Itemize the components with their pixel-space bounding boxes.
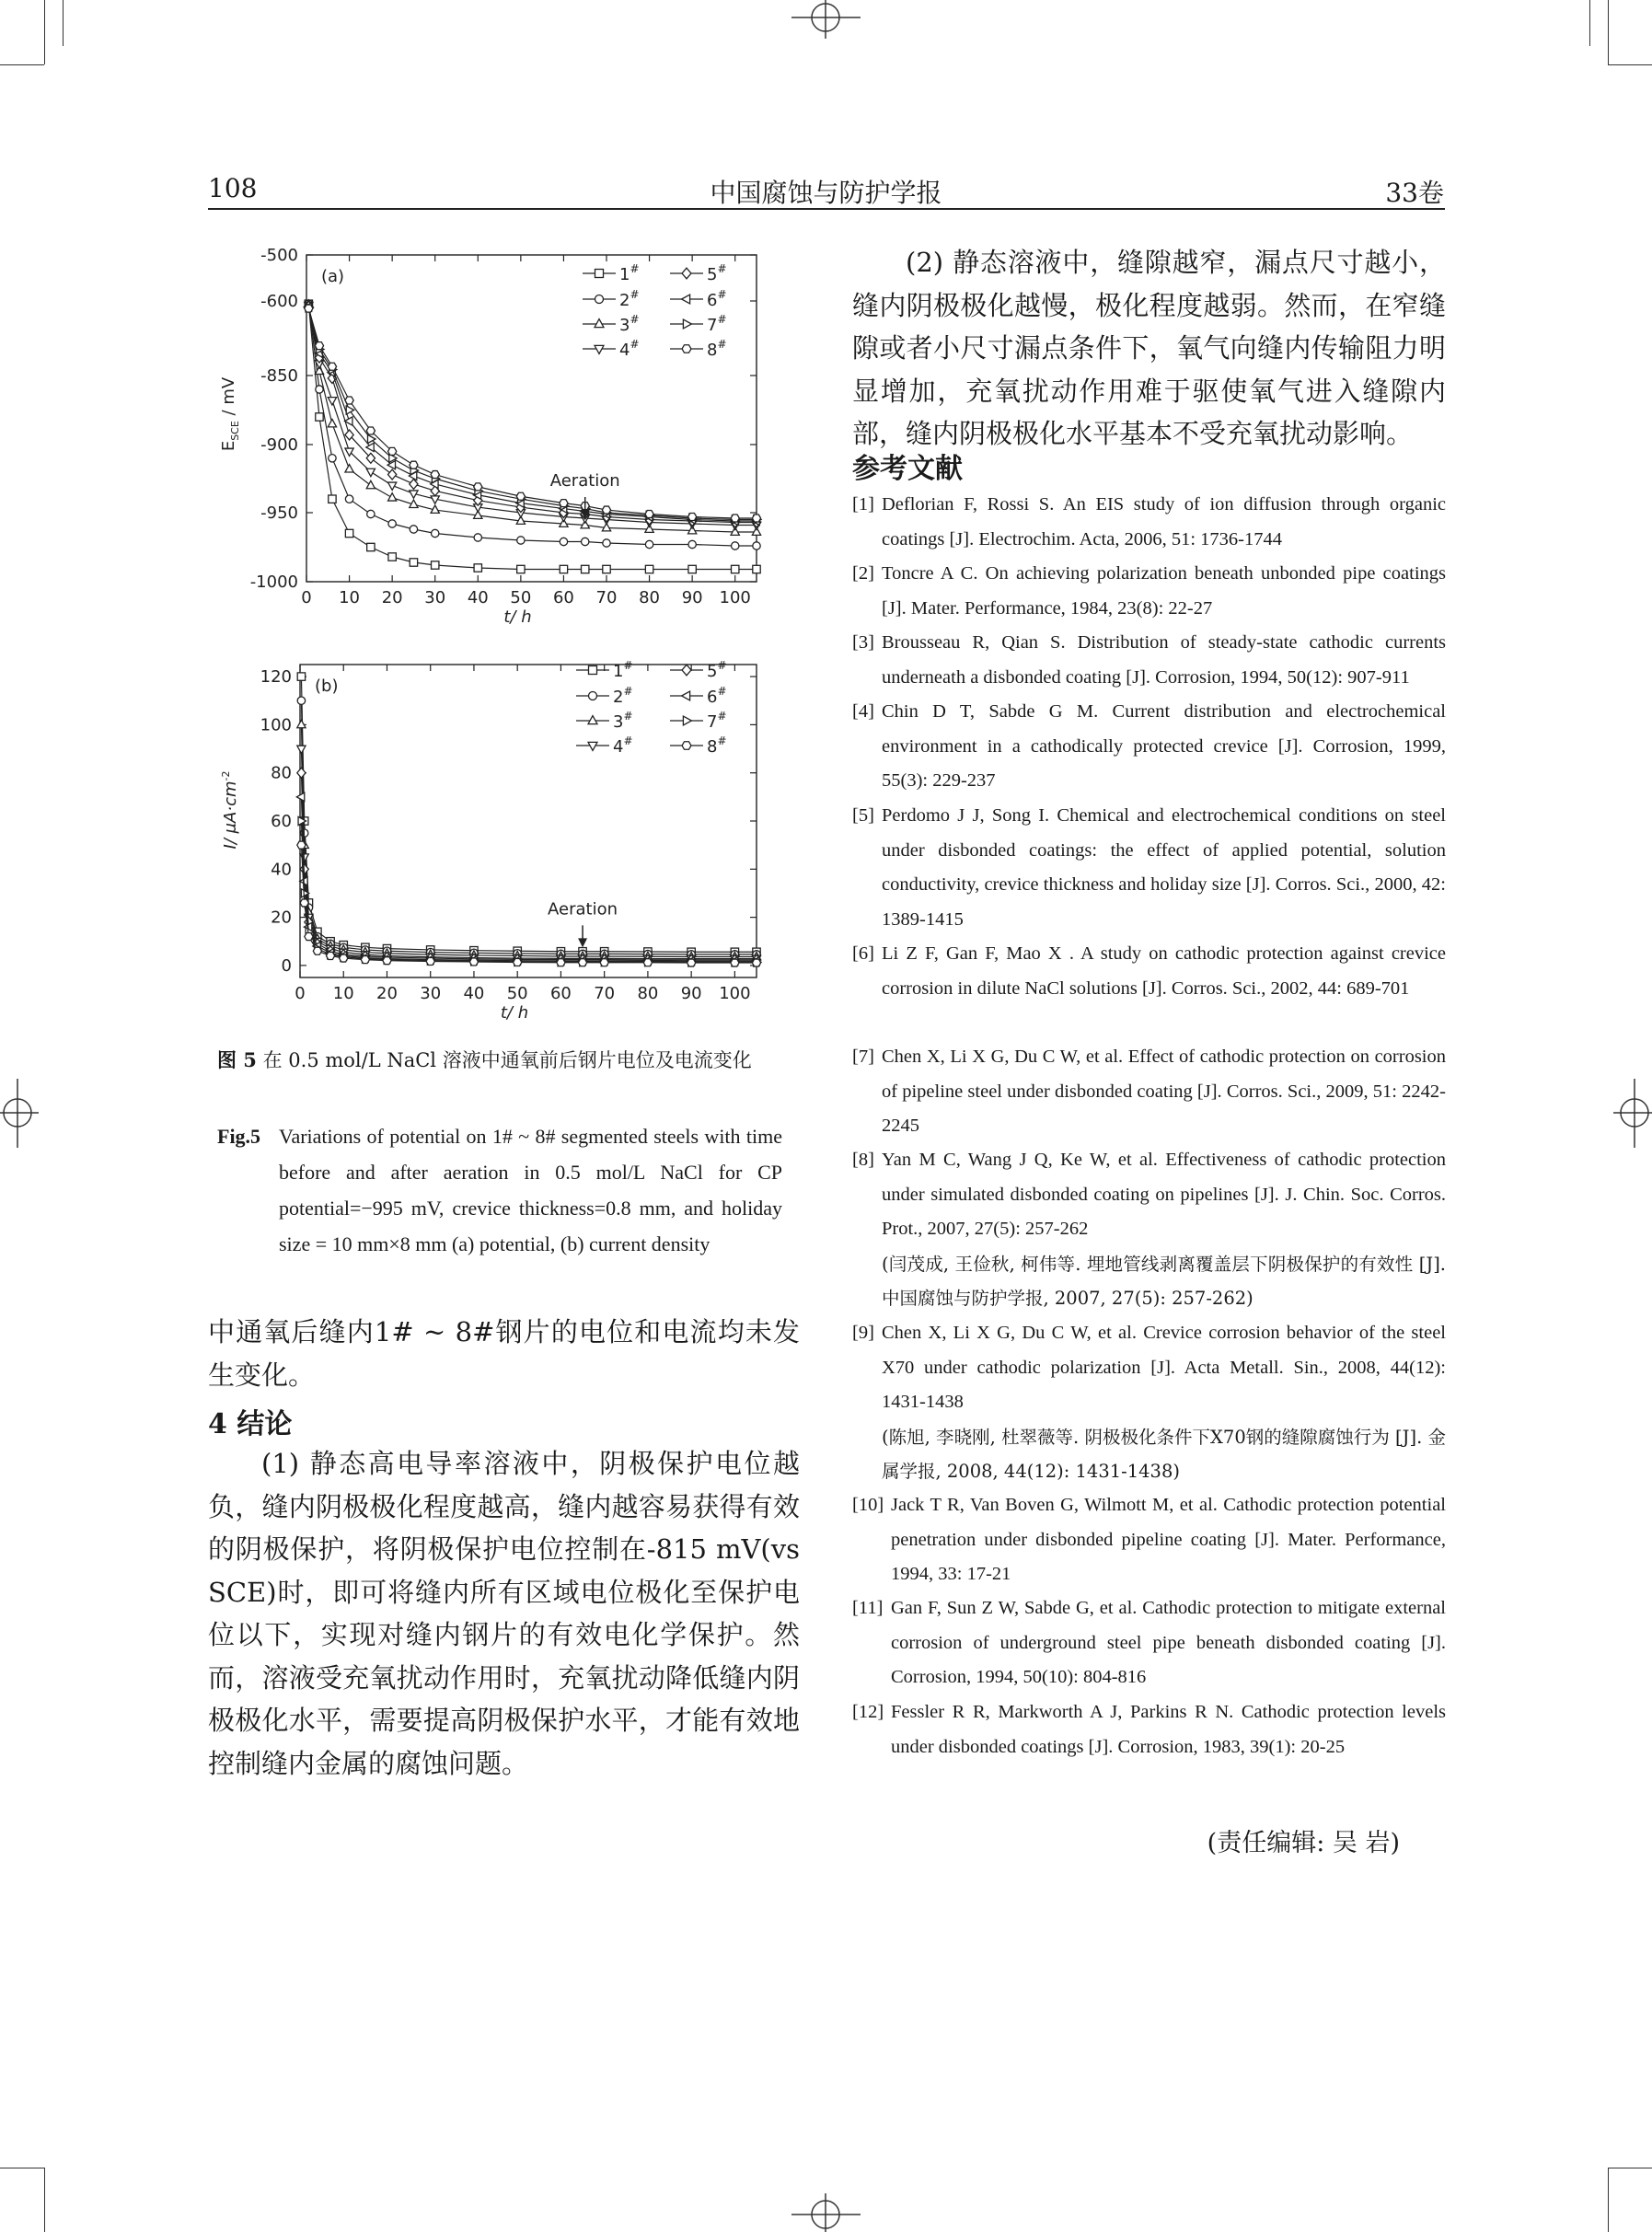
data-point: [731, 959, 739, 966]
legend-marker: [595, 270, 604, 278]
data-point: [329, 495, 336, 503]
legend-marker: [589, 692, 597, 700]
reference-number: [12]: [852, 1702, 884, 1722]
x-tick-label: 20: [376, 984, 398, 1003]
data-point: [297, 697, 305, 704]
data-point: [361, 956, 369, 964]
reference-item: [852, 557, 1446, 626]
data-point: [643, 959, 652, 966]
data-point: [514, 959, 522, 966]
references-title: 参考文献: [852, 453, 963, 485]
x-tick-label: 90: [680, 984, 702, 1003]
data-point: [345, 465, 353, 472]
x-tick-label: 30: [424, 588, 446, 607]
data-point: [582, 538, 589, 545]
data-point: [688, 565, 696, 572]
y-tick-label: 80: [271, 763, 292, 783]
legend-label: 3#: [619, 313, 640, 335]
page-number: 108: [208, 173, 258, 203]
legend-marker: [595, 295, 604, 304]
reference-item: [852, 1143, 1446, 1316]
legend-marker: [588, 742, 597, 750]
x-axis-label: t/ h: [500, 1003, 529, 1023]
y-tick-label: -950: [260, 503, 298, 523]
plot-frame: [300, 665, 757, 977]
reference-number: [8]: [852, 1150, 874, 1170]
data-point: [366, 427, 375, 434]
legend-marker: [682, 268, 691, 279]
x-tick-label: 0: [301, 588, 312, 607]
x-tick-label: 50: [510, 588, 532, 607]
data-point: [297, 720, 306, 727]
legend-marker: [682, 742, 691, 750]
series-line-5: [301, 773, 757, 960]
data-point: [388, 520, 396, 527]
series-line-2: [308, 304, 757, 546]
data-point: [753, 542, 760, 549]
reference-item: [852, 695, 1446, 799]
data-point: [315, 342, 323, 350]
data-point: [431, 471, 439, 479]
data-point: [752, 515, 760, 522]
legend-label: 5#: [707, 262, 727, 284]
legend-label: 6#: [707, 288, 727, 310]
data-point: [732, 542, 739, 549]
data-point: [366, 480, 375, 488]
legend-marker: [682, 295, 690, 304]
reference-text: Fessler R R, Markworth A J, Parkins R N. Cathodic protection levels under disbonded coatings [J]. Corrosion, 1983, 39(1): 20-25: [891, 1702, 1446, 1757]
data-point: [432, 561, 439, 569]
reference-number: [10]: [852, 1495, 884, 1515]
caption-en-label: Fig.5: [217, 1125, 261, 1148]
y-tick-label: -500: [260, 246, 298, 265]
reference-item: [852, 488, 1446, 557]
registration-mark-left: [0, 1079, 41, 1148]
data-point: [388, 447, 397, 455]
panel-label: (b): [315, 677, 339, 696]
reference-text: Chen X, Li X G, Du C W, et al. Effect of cathodic protection on corrosion of pipeline steel under disbonded coating [J]. Corros. Sci., 2009, 51: 2242-2245: [882, 1047, 1446, 1136]
reference-number: [1]: [852, 494, 874, 515]
data-point: [603, 565, 610, 572]
data-point: [367, 510, 375, 517]
series-line-1: [308, 304, 757, 569]
series-line-6: [301, 797, 757, 961]
y-tick-label: 120: [260, 667, 292, 688]
reference-item: [852, 799, 1446, 937]
legend-label: 7#: [707, 710, 727, 732]
data-point: [600, 959, 608, 966]
series-line-1: [301, 677, 757, 952]
x-tick-label: 0: [295, 984, 306, 1003]
data-point: [388, 553, 396, 561]
figure-5-chart: [208, 235, 788, 1058]
reference-item: [852, 1040, 1446, 1144]
conclusion-paragraph-1: (1) 静态高电导率溶液中，阴极保护电位越负，缝内阴极极化程度越高，缝内越容易获得有效的阴极保护，将阴极保护电位控制在-815 mV(vs SCE)时，即可将缝内所有区域电位极化至保护电位以下，实现对缝内钢片的有效电化学保护。然而，溶液受充氧扰动作用时，充氧扰动降低缝内阴极极化水平，需要提高阴极保护水平，才能有效地控制缝内金属的腐蚀问题。: [208, 1448, 800, 1779]
data-point: [688, 513, 697, 520]
x-tick-label: 80: [637, 984, 659, 1003]
legend-marker: [595, 319, 604, 328]
y-tick-label: -1000: [249, 572, 298, 592]
y-axis-label: I/ $\mu A\cdot cm^{-2}$: [220, 770, 240, 850]
y-tick-label: 20: [271, 908, 292, 928]
legend-label: 3#: [613, 710, 633, 732]
x-tick-label: 40: [463, 984, 485, 1003]
section-title-conclusion: 4 结论: [208, 1408, 293, 1440]
data-point: [560, 500, 568, 507]
panel-label: (a): [321, 267, 345, 286]
reference-text: Perdomo J J, Song I. Chemical and electrochemical conditions on steel under disbonded coatings: the effect of applied potential, solution conductivity, crevice thickness and holiday size [J]. Corros. Sci., 2000, 42: 1389-1415: [882, 805, 1446, 930]
data-point: [316, 413, 323, 421]
reference-text: Deflorian F, Rossi S. An EIS study of ion diffusion through organic coatings [J]. Electrochim. Acta, 2006, 51: 1736-1744: [882, 494, 1446, 549]
data-point: [578, 959, 586, 966]
legend-label: 8#: [707, 734, 727, 757]
data-point: [645, 540, 653, 548]
reference-number: [6]: [852, 943, 874, 964]
data-point: [557, 959, 565, 966]
data-point: [560, 565, 567, 572]
aeration-arrowhead: [578, 938, 587, 947]
legend-marker: [588, 716, 597, 724]
reference-number: [4]: [852, 701, 874, 722]
reference-item: [852, 1591, 1446, 1695]
caption-en-text: Variations of potential on 1# ~ 8# segmented steels with time before and after aeration in 0.5 mol/L NaCl for CP potential=−995 mV, crevice thickness=0.8 mm, and holiday size = 10 mm×8 mm (a) potential, (b) current density: [279, 1125, 782, 1255]
reference-number: [11]: [852, 1598, 884, 1618]
data-point: [329, 455, 336, 462]
legend-marker: [682, 345, 691, 353]
data-point: [602, 506, 610, 514]
legend-label: 7#: [707, 313, 727, 335]
y-axis-label: $E_{SCE}$ / mV: [219, 376, 241, 452]
reference-number: [7]: [852, 1047, 874, 1067]
legend-label: 4#: [613, 734, 633, 757]
data-point: [316, 386, 323, 393]
editor-credit: (责任编辑: 吴 岩): [1207, 1829, 1400, 1857]
legend-marker: [683, 716, 691, 725]
legend-label: 1#: [613, 659, 633, 681]
data-point: [346, 406, 353, 414]
data-point: [345, 397, 353, 404]
series-line-8: [308, 308, 757, 518]
reference-text: Yan M C, Wang J Q, Ke W, et al. Effectiveness of cathodic protection under simulated disbonded coating on pipelines [J]. J. Chin. Soc. Corros. Prot., 2007, 27(5): 257-262: [882, 1150, 1446, 1239]
reference-number: [5]: [852, 805, 874, 826]
y-tick-label: -900: [260, 435, 298, 455]
data-point: [432, 529, 439, 537]
data-point: [645, 565, 653, 572]
data-point: [366, 443, 374, 451]
y-tick-label: -600: [260, 292, 298, 311]
registration-mark-bottom: [791, 2191, 861, 2232]
data-point: [367, 543, 375, 550]
x-tick-label: 40: [467, 588, 489, 607]
reference-item: [852, 1695, 1446, 1764]
reference-number: [9]: [852, 1323, 874, 1343]
x-tick-label: 100: [719, 588, 751, 607]
data-point: [326, 952, 334, 959]
reference-item: [852, 1316, 1446, 1489]
data-point: [340, 954, 348, 962]
data-point: [517, 565, 525, 572]
x-tick-label: 20: [381, 588, 403, 607]
data-point: [469, 958, 478, 966]
data-point: [305, 305, 313, 312]
reference-text: Chin D T, Sabde G M. Current distribution and electrochemical environment in a cathodically protected crevice [J]. Corrosion, 1999, 55(3): 229-237: [882, 701, 1446, 791]
x-tick-label: 50: [506, 984, 528, 1003]
data-point: [313, 947, 321, 954]
y-tick-label: -850: [260, 366, 298, 386]
reference-item: [852, 626, 1446, 695]
data-point: [328, 419, 336, 426]
series-line-4: [301, 749, 757, 959]
x-tick-label: 80: [639, 588, 661, 607]
y-tick-label: 40: [271, 860, 292, 880]
data-point: [687, 959, 696, 966]
data-point: [474, 564, 481, 572]
x-tick-label: 70: [595, 588, 618, 607]
data-point: [517, 537, 525, 544]
x-tick-label: 10: [339, 588, 361, 607]
caption-zh-label: 图 5: [217, 1048, 257, 1071]
data-point: [410, 461, 418, 468]
data-point: [560, 538, 567, 545]
continuation-paragraph: 中通氧后缝内1# ~ 8#钢片的电位和电流均未发生变化。: [208, 1316, 800, 1391]
data-point: [297, 746, 306, 753]
data-point: [300, 899, 308, 907]
data-point: [366, 468, 375, 476]
reference-text: Li Z F, Gan F, Mao X . A study on cathodic protection against crevice corrosion in dilute NaCl solutions [J]. Corros. Sci., 2002, 44: 689-701: [882, 943, 1446, 999]
series-line-5: [308, 306, 757, 523]
data-point: [305, 933, 313, 941]
x-tick-label: 30: [420, 984, 442, 1003]
header-rule: [208, 208, 1445, 210]
data-point: [297, 673, 305, 680]
reference-number: [3]: [852, 632, 874, 653]
figure-caption-zh: [217, 1042, 788, 1079]
y-tick-label: 0: [281, 955, 292, 976]
data-point: [297, 841, 306, 849]
data-point: [388, 493, 397, 501]
data-point: [731, 515, 739, 522]
legend-label: 8#: [707, 338, 727, 360]
legend-marker: [682, 691, 690, 700]
journal-title: 中国腐蚀与防护学报: [710, 178, 942, 208]
data-point: [645, 510, 653, 517]
figure-caption-en: [217, 1118, 782, 1262]
data-point: [752, 959, 760, 966]
data-point: [474, 534, 481, 541]
y-tick-label: 60: [271, 812, 292, 831]
data-point: [410, 559, 417, 566]
x-tick-label: 60: [549, 984, 572, 1003]
x-tick-label: 90: [681, 588, 703, 607]
legend-marker: [595, 345, 604, 353]
caption-zh-text: 在 0.5 mol/L NaCl 溶液中通氧前后钢片电位及电流变化: [262, 1049, 752, 1071]
y-tick-label: 100: [260, 715, 292, 735]
legend-marker: [682, 665, 691, 676]
reference-translation: (陈旭, 李晓刚, 杜翠薇等. 阴极极化条件下X70钢的缝隙腐蚀行为 [J]. 金属学报, 2008, 44(12): 1431-1438): [882, 1426, 1446, 1482]
data-point: [383, 957, 391, 965]
data-point: [603, 539, 610, 547]
aeration-label: Aeration: [548, 899, 618, 919]
series-line-7: [301, 821, 757, 962]
reference-translation: (闫茂成, 王俭秋, 柯伟等. 埋地管线剥离覆盖层下阴极保护的有效性 [J]. 中国腐蚀与防护学报, 2007, 27(5): 257-262): [882, 1253, 1446, 1309]
legend-label: 2#: [613, 685, 633, 707]
data-point: [426, 957, 434, 965]
registration-mark-top: [791, 0, 861, 41]
reference-text: Toncre A C. On achieving polarization beneath unbonded pipe coatings [J]. Mater. Performance, 1984, 23(8): 22-27: [882, 563, 1446, 619]
legend-label: 5#: [707, 659, 727, 681]
legend-label: 6#: [707, 685, 727, 707]
x-tick-label: 60: [552, 588, 574, 607]
reference-number: [2]: [852, 563, 874, 584]
reference-text: Brousseau R, Qian S. Distribution of steady-state cathodic currents underneath a disbonded coating [J]. Corrosion, 1994, 50(12): 907-911: [882, 632, 1446, 688]
reference-item: [852, 937, 1446, 1006]
registration-mark-right: [1611, 1079, 1652, 1148]
data-point: [516, 492, 525, 500]
reference-text: Gan F, Sun Z W, Sabde G, et al. Cathodic protection to mitigate external corrosion of underground steel pipe beneath disbonded coating [J]. Corrosion, 1994, 50(10): 804-816: [891, 1598, 1446, 1687]
series-line-4: [308, 306, 757, 526]
series-line-2: [301, 700, 757, 954]
volume-label: 33卷: [1385, 178, 1444, 208]
legend-marker: [589, 666, 597, 675]
legend-marker: [683, 319, 691, 329]
data-point: [474, 483, 482, 491]
data-point: [582, 565, 589, 572]
data-point: [328, 363, 336, 370]
data-point: [410, 526, 417, 533]
legend-label: 4#: [619, 338, 640, 360]
reference-text: Jack T R, Van Boven G, Wilmott M, et al. Cathodic protection potential penetration under disbonded pipeline coating [J]. Mater. Performance, 1994, 33: 17-21: [891, 1495, 1446, 1584]
data-point: [345, 495, 352, 503]
aeration-label: Aeration: [549, 471, 620, 491]
data-point: [297, 768, 306, 778]
x-tick-label: 70: [594, 984, 616, 1003]
data-point: [388, 469, 397, 480]
x-tick-label: 10: [332, 984, 354, 1003]
series-line-3: [301, 724, 757, 956]
data-point: [328, 398, 336, 405]
data-point: [753, 565, 760, 572]
data-point: [688, 540, 696, 548]
data-point: [732, 565, 739, 572]
data-point: [345, 529, 352, 537]
legend-label: 1#: [619, 262, 640, 284]
x-axis-label: t/ h: [503, 607, 532, 627]
legend-label: 2#: [619, 288, 640, 310]
reference-item: [852, 1488, 1446, 1592]
x-tick-label: 100: [719, 984, 751, 1003]
conclusion-paragraph-2: (2) 静态溶液中，缝隙越窄，漏点尺寸越小，缝内阴极极化越慢，极化程度越弱。然而，在窄缝隙或者小尺寸漏点条件下，氧气向缝内传输阻力明显增加，充氧扰动作用难于驱使氧气进入缝隙内部，缝内阴极极化水平基本不受充氧扰动影响。: [852, 247, 1446, 449]
reference-text: Chen X, Li X G, Du C W, et al. Crevice corrosion behavior of the steel X70 under cathodic polarization [J]. Acta Metall. Sin., 2008, 44(12): 1431-1438: [882, 1323, 1446, 1412]
